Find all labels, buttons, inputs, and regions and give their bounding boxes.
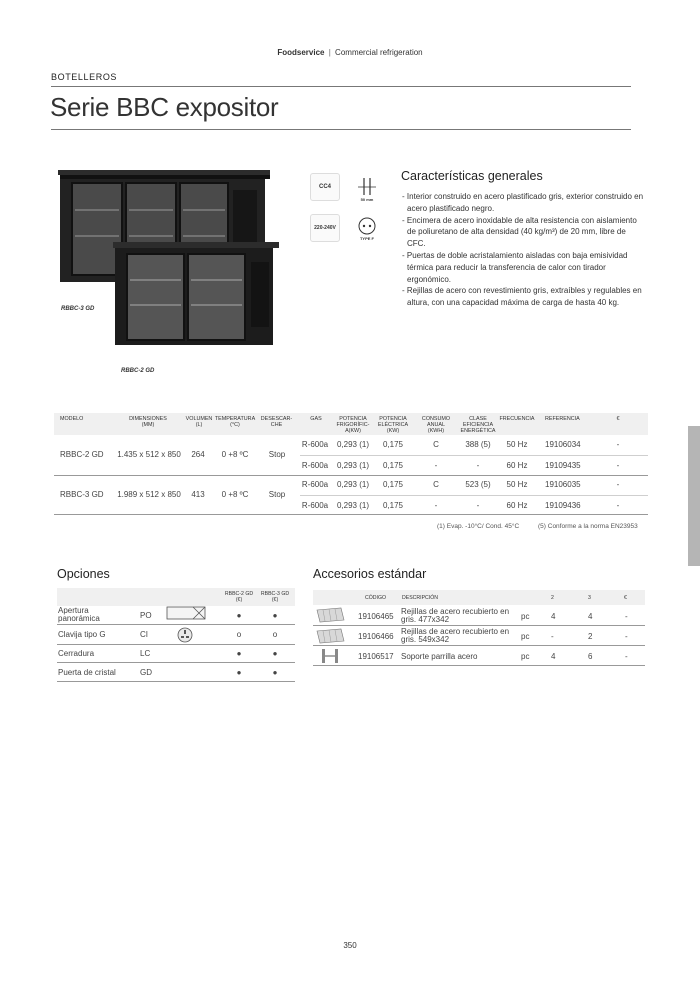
dimension-50mm-icon: 50 mm (360, 197, 374, 202)
page-header (0, 48, 700, 57)
page-title: Serie BBC expositor (50, 92, 279, 122)
accessory-unit: pc (521, 632, 530, 641)
cell-dimensions: 1.435 x 512 x 850 (117, 450, 181, 459)
option-name: Cerradura (58, 649, 95, 658)
cell-pot-frig: 0,293 (1) (336, 461, 370, 470)
accessory-row-divider (313, 625, 645, 626)
title-rule (51, 129, 631, 130)
header-brand: Foodservice (277, 48, 325, 57)
cell-pot-elec: 0,175 (382, 501, 404, 510)
cell-gas: R-600a (301, 480, 329, 489)
cell-pot-frig: 0,293 (1) (336, 501, 370, 510)
option-code: LC (140, 649, 151, 658)
th-temperatura: TEMPERATURA (°C) (214, 416, 256, 428)
characteristic-item: - Rejillas de acero con revestimiento gris, extraíbles y regulables en altura, con una capacidad máxima de carga de hasta 40 kg. (401, 285, 646, 309)
cell-consumo: - (434, 501, 438, 510)
cell-temperature: 0 +8 ºC (221, 450, 249, 459)
cell-gas: R-600a (301, 440, 329, 449)
th-referencia: REFERENCIA (545, 416, 580, 422)
cell-temperature: 0 +8 ºC (221, 490, 249, 499)
cell-pot-frig: 0,293 (1) (336, 480, 370, 489)
option-row-divider (57, 662, 295, 663)
accessory-price: - (625, 612, 628, 621)
accessories-table-header (313, 590, 645, 605)
cc4-icon: CC4 (310, 173, 340, 201)
option-value: ● (272, 649, 278, 658)
product-photo (55, 150, 290, 355)
option-name: Puerta de cristal (58, 668, 116, 677)
grille-549-icon (315, 628, 345, 644)
th-desescarche: DESESCAR- CHE (260, 416, 293, 428)
accessory-qty-2: 4 (551, 612, 556, 621)
table-note: (5) Conforme a la norma EN23953 (538, 523, 638, 530)
th-modelo: MODELO (60, 416, 84, 422)
characteristic-item: - Interior construido en acero plastificado gris, exterior construido en acero plastificado negro. (401, 191, 646, 215)
accessory-qty-2: - (551, 632, 554, 641)
cell-volume: 413 (191, 490, 205, 499)
plug-type-f-icon: TYPE F (352, 211, 382, 241)
th-price: € (616, 416, 620, 422)
th-potencia-frigorifica: POTENCIA FRIGORÍFIC- A(KW) (336, 416, 370, 434)
th-volumen: VOLUMEN (L) (185, 416, 213, 428)
voltage-icon: 220-240V (310, 214, 340, 242)
option-row-divider (57, 681, 295, 682)
cell-frequency: 50 Hz (506, 480, 528, 489)
accessory-description: Rejillas de acero recubierto en gris. 549x342 (401, 627, 510, 644)
cell-model: RBBC-3 GD (60, 490, 104, 499)
group-divider (54, 514, 648, 515)
option-code: GD (140, 668, 152, 677)
image-label-rbbc-2: RBBC-2 GD (121, 368, 155, 374)
grille-support-icon (318, 647, 342, 665)
accessories-title: Accesorios estándar (313, 567, 427, 581)
accessory-unit: pc (521, 652, 530, 661)
cell-consumo: C (433, 480, 439, 489)
header-separator: | (328, 48, 331, 57)
accessory-code: 19106465 (358, 612, 394, 621)
characteristics-list (401, 191, 646, 309)
cell-reference: 19109435 (545, 461, 581, 470)
accessory-qty-2: 4 (551, 652, 556, 661)
th-frecuencia: FRECUENCIA (499, 416, 535, 422)
option-value: o (236, 630, 242, 639)
option-value: o (272, 630, 278, 639)
option-name: Apertura panorámica (58, 606, 100, 623)
section-rule (51, 86, 631, 87)
cell-gas: R-600a (301, 461, 329, 470)
cell-frequency: 60 Hz (506, 461, 528, 470)
cell-price: - (616, 480, 620, 489)
page-number: 350 (343, 941, 357, 950)
cell-price: - (616, 440, 620, 449)
cell-reference: 19106035 (545, 480, 581, 489)
cell-price: - (616, 461, 620, 470)
plug-type-g-icon (177, 627, 193, 643)
cell-reference: 19109436 (545, 501, 581, 510)
cell-gas: R-600a (301, 501, 329, 510)
accessory-qty-3: 2 (588, 632, 593, 641)
cell-defrost: Stop (268, 490, 286, 499)
accessory-row-divider (313, 665, 645, 666)
option-code: PO (140, 611, 152, 620)
cell-pot-elec: 0,175 (382, 480, 404, 489)
cell-dimensions: 1.989 x 512 x 850 (117, 490, 181, 499)
option-value: ● (272, 668, 278, 677)
cell-model: RBBC-2 GD (60, 450, 104, 459)
cell-pot-frig: 0,293 (1) (336, 440, 370, 449)
accessory-description: Rejillas de acero recubierto en gris. 477x342 (401, 607, 510, 624)
row-divider (300, 495, 648, 496)
section-label: BOTELLEROS (51, 72, 118, 82)
row-divider (300, 455, 648, 456)
cell-pot-elec: 0,175 (382, 461, 404, 470)
th-descripcion: DESCRIPCIÓN (402, 595, 439, 601)
cell-clase: 523 (5) (465, 480, 491, 489)
th-option-rbbc2: RBBC-2 GD (€) (224, 591, 254, 603)
th-qty-3: 3 (588, 595, 591, 601)
characteristic-item: - Puertas de doble acristalamiento aisladas con baja emisividad térmica para reducir la transferencia de calor con tirador ergonómico. (401, 250, 646, 285)
cell-volume: 264 (191, 450, 205, 459)
cell-clase: - (476, 461, 480, 470)
th-clase: CLASE EFICIENCIA ENERGÉTICA (460, 416, 496, 434)
accessory-price: - (625, 652, 628, 661)
cell-consumo: - (434, 461, 438, 470)
th-dimensiones: DIMENSIONES (MM) (129, 416, 167, 428)
panoramic-opening-icon (166, 606, 206, 620)
cell-clase: 388 (5) (465, 440, 491, 449)
option-value: ● (236, 668, 242, 677)
option-name: Clavija tipo G (58, 630, 106, 639)
cell-frequency: 60 Hz (506, 501, 528, 510)
cell-pot-elec: 0,175 (382, 440, 404, 449)
group-divider (54, 475, 648, 476)
cell-reference: 19106034 (545, 440, 581, 449)
grille-477-icon (315, 607, 345, 623)
options-title: Opciones (57, 567, 110, 581)
table-note: (1) Evap. -10°C/ Cond. 45°C (437, 523, 520, 530)
cabinet-rbbc-2-image (113, 242, 279, 345)
option-row-divider (57, 644, 295, 645)
characteristic-item: - Encimera de acero inoxidable de alta resistencia con aislamiento de poliuretano de alta densidad (40 kg/m³) de 20 mm, libre de CFC. (401, 215, 646, 250)
accessory-price: - (625, 632, 628, 641)
accessory-row-divider (313, 645, 645, 646)
th-option-rbbc3: RBBC-3 GD (€) (260, 591, 290, 603)
cell-consumo: C (433, 440, 439, 449)
th-consumo: CONSUMO ANUAL (KWH) (421, 416, 451, 434)
accessory-code: 19106517 (358, 652, 394, 661)
accessory-qty-3: 6 (588, 652, 593, 661)
option-value: ● (236, 611, 242, 620)
option-value: ● (236, 649, 242, 658)
th-codigo: CÓDIGO (365, 595, 387, 601)
image-label-rbbc-3: RBBC-3 GD (61, 306, 95, 312)
option-code: CI (140, 630, 148, 639)
accessory-description: Soporte parrilla acero (401, 652, 478, 661)
cell-price: - (616, 501, 620, 510)
th-gas: GAS (310, 416, 322, 422)
option-row-divider (57, 624, 295, 625)
characteristics-title: Características generales (401, 169, 543, 183)
side-tab (688, 426, 700, 566)
th-acc-price: € (624, 595, 627, 601)
accessory-qty-3: 4 (588, 612, 593, 621)
th-qty-2: 2 (551, 595, 554, 601)
cell-clase: - (476, 501, 480, 510)
accessory-unit: pc (521, 612, 530, 621)
cell-frequency: 50 Hz (506, 440, 528, 449)
cell-defrost: Stop (268, 450, 286, 459)
accessory-code: 19106466 (358, 632, 394, 641)
th-potencia-electrica: POTENCIA ELÉCTRICA (KW) (377, 416, 409, 434)
header-category: Commercial refrigeration (335, 48, 423, 57)
option-value: ● (272, 611, 278, 620)
